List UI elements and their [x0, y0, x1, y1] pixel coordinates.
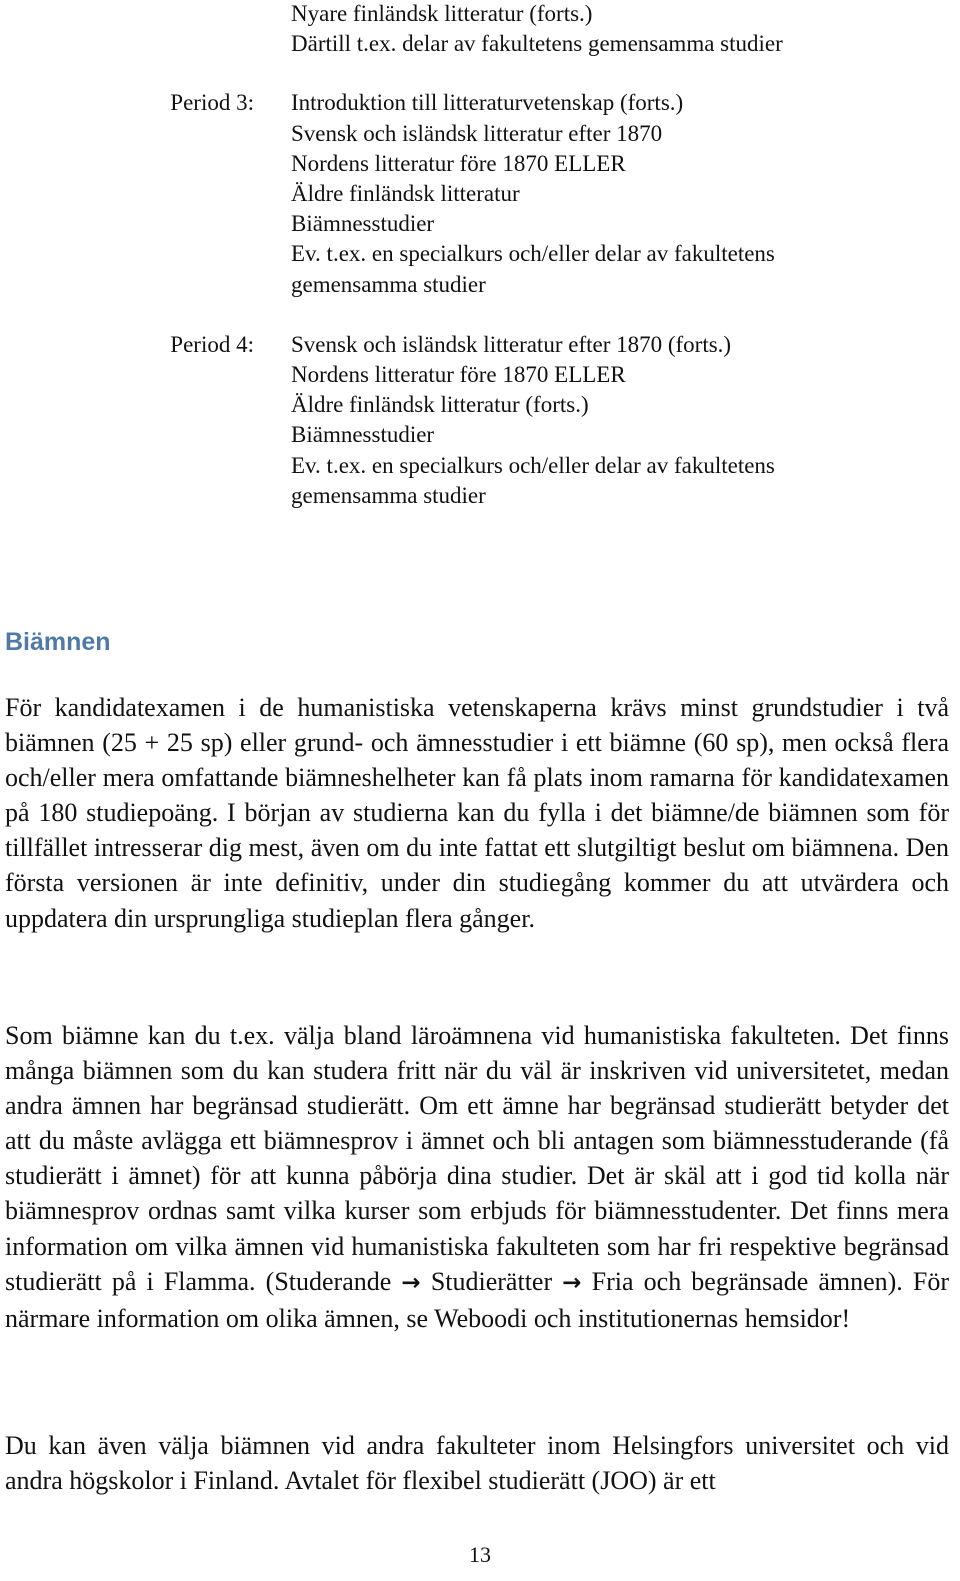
section-heading: Biämnen [5, 628, 111, 656]
schedule-line: Svensk och isländsk litteratur efter 1870 [291, 120, 663, 146]
study-schedule [0, 0, 960, 511]
paragraph-2-part-a: Som biämne kan du t.ex. välja bland läroämnena vid humanistiska fakulteten. Det finns många biämnen som du kan studera fritt när du väl är inskriven vid universitetet, medan andra ämnen har begränsad studierätt. Om ett ämne har begränsad studierätt betyder det att du måste avlägga ett biämnesprov i ämnet och bli antagen som biämnesstuderande (få studierätt i ämnet) för att kunna påbörja dina studier. Det är skäl att i god tid kolla när biämnesprov ordnas samt vilka kurser som erbjuds för biämnesstudenter. Det finns mera information om vilka ämnen vid humanistiska fakulteten som har fri respektive begränsad studierätt på i Flamma. (Studerande [5, 1021, 949, 1296]
schedule-line: gemensamma studier [291, 482, 486, 508]
paragraph-3: Du kan även välja biämnen vid andra fakulteter inom Helsingfors universitet och vid andra högskolor i Finland. Avtalet för flexibel studierätt (JOO) är ett [5, 1431, 949, 1496]
schedule-line: Biämnesstudier [291, 422, 435, 448]
schedule-line: Äldre finländsk litteratur [291, 181, 520, 207]
arrow-right-icon: → [562, 1269, 582, 1296]
schedule-line: Biämnesstudier [291, 211, 435, 237]
period-4-block [0, 330, 960, 511]
schedule-line: Nordens litteratur före 1870 ELLER [291, 150, 626, 176]
paragraph-2-part-b: Studierätter [430, 1266, 553, 1296]
schedule-line: Äldre finländsk litteratur (forts.) [291, 392, 589, 418]
schedule-line: Ev. t.ex. en specialkurs och/eller delar av fakultetens [291, 452, 775, 478]
arrow-right-icon: → [401, 1269, 421, 1296]
page-number: 13 [469, 1542, 491, 1567]
schedule-line: Nordens litteratur före 1870 ELLER [291, 362, 626, 388]
schedule-line: Nyare finländsk litteratur (forts.) [291, 1, 593, 26]
paragraph-2 [5, 1018, 949, 1336]
schedule-line: Därtill t.ex. delar av fakultetens gemensamma studier [291, 31, 783, 57]
schedule-line: Ev. t.ex. en specialkurs och/eller delar av fakultetens [291, 241, 775, 267]
period-3-label: Period 3: [170, 90, 254, 116]
schedule-line: gemensamma studier [291, 271, 486, 297]
schedule-line: Svensk och isländsk litteratur efter 1870 (forts.) [291, 331, 732, 357]
paragraph-1: För kandidatexamen i de humanistiska vetenskaperna krävs minst grundstudier i två biämnen (25 + 25 sp) eller grund- och ämnesstudier i ett biämne (60 sp), men också flera och/eller mera omfattande biämneshelheter kan få plats inom ramarna för kandidatexamen på 180 studiepoäng. I början av studierna kan du fylla i det biämne/de biämnen som för tillfället intresserar dig mest, även om du inte fattat ett slutgiltigt beslut om biämnena. Den första versionen är inte definitiv, under din studiegång kommer du att utvärdera och uppdatera din ursprungliga studieplan flera gånger. [5, 693, 949, 933]
period-3-block [0, 88, 960, 299]
period-4-label: Period 4: [170, 331, 254, 357]
paragraph-2-part-c: Fria och begränsade ämnen). För närmare information om olika ämnen, se Weboodi och institutionernas hemsidor! [5, 1266, 950, 1333]
schedule-line: Introduktion till litteraturvetenskap (forts.) [291, 90, 684, 116]
schedule-continuation [0, 0, 960, 59]
